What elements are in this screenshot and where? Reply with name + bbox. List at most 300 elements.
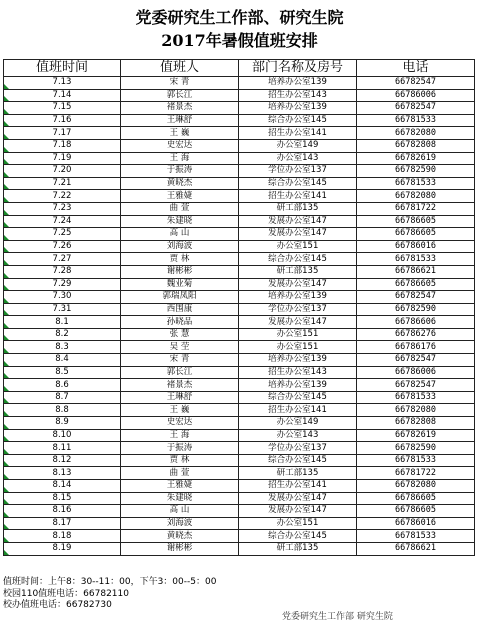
- cell-phone-text: 66782619: [395, 152, 436, 163]
- cell-department-room: [239, 265, 357, 278]
- cell-phone: [357, 316, 475, 329]
- cell-phone-text: 66782547: [395, 379, 436, 390]
- cell-duty-person: [121, 177, 239, 190]
- cell-duty-date-text: 8.4: [55, 354, 69, 365]
- cell-duty-person: [121, 102, 239, 115]
- cell-duty-date-text: 8.7: [55, 392, 69, 403]
- cell-duty-date: [4, 190, 121, 203]
- cell-phone-text: 66786006: [395, 89, 436, 100]
- cell-phone: [357, 480, 475, 493]
- cell-department-room: [239, 379, 357, 392]
- cell-phone-text: 66782080: [395, 404, 436, 415]
- row-marker-triangle-icon: [4, 222, 9, 227]
- cell-department-room: [239, 354, 357, 367]
- cell-duty-date-text: 8.8: [55, 404, 69, 415]
- cell-duty-date-text: 7.22: [52, 190, 72, 201]
- cell-phone: [357, 303, 475, 316]
- cell-department-room-text: 办公室151: [276, 241, 319, 252]
- cell-duty-date-text: 7.30: [52, 291, 72, 302]
- row-marker-triangle-icon: [4, 310, 9, 315]
- cell-duty-date-text: 7.24: [52, 215, 72, 226]
- cell-duty-person-text: 王琳舒: [166, 115, 193, 126]
- cell-phone: [357, 240, 475, 253]
- cell-department-room: [239, 240, 357, 253]
- row-marker-triangle-icon: [4, 147, 9, 152]
- cell-phone: [357, 467, 475, 480]
- cell-duty-person: [121, 139, 239, 152]
- row-marker-triangle-icon: [4, 210, 9, 215]
- cell-department-room-text: 办公室151: [276, 341, 319, 352]
- row-marker-triangle-icon: [4, 449, 9, 454]
- row-marker-triangle-icon: [4, 235, 9, 240]
- table-row: [4, 228, 475, 241]
- row-marker-triangle-icon: [4, 348, 9, 353]
- table-row: [4, 278, 475, 291]
- cell-phone: [357, 341, 475, 354]
- cell-duty-person: [121, 480, 239, 493]
- cell-duty-person: [121, 454, 239, 467]
- table-row: [4, 442, 475, 455]
- cell-duty-date: [4, 429, 121, 442]
- cell-duty-date: [4, 417, 121, 430]
- cell-phone-text: 66782590: [395, 442, 436, 453]
- cell-department-room: [239, 127, 357, 140]
- cell-duty-person: [121, 215, 239, 228]
- cell-department-room: [239, 530, 357, 543]
- cell-phone: [357, 417, 475, 430]
- cell-duty-person-text: 高 山: [169, 505, 190, 516]
- cell-duty-date: [4, 165, 121, 178]
- cell-duty-date-text: 7.13: [52, 77, 72, 88]
- cell-duty-date: [4, 152, 121, 165]
- notes-block: [3, 577, 216, 612]
- cell-duty-person: [121, 291, 239, 304]
- table-row: [4, 480, 475, 493]
- table-row: [4, 492, 475, 505]
- cell-duty-date: [4, 127, 121, 140]
- cell-phone-text: 66786621: [395, 543, 436, 554]
- cell-department-room: [239, 139, 357, 152]
- cell-phone: [357, 278, 475, 291]
- row-marker-triangle-icon: [4, 424, 9, 429]
- cell-duty-date-text: 7.26: [52, 241, 72, 252]
- cell-department-room: [239, 316, 357, 329]
- cell-duty-person-text: 宋 青: [169, 77, 190, 88]
- cell-duty-person: [121, 303, 239, 316]
- table-row: [4, 316, 475, 329]
- cell-department-room-text: 办公室149: [276, 417, 319, 428]
- cell-phone-text: 66786605: [395, 278, 436, 289]
- table-row: [4, 542, 475, 555]
- cell-department-room: [239, 278, 357, 291]
- row-marker-triangle-icon: [4, 550, 9, 555]
- cell-department-room: [239, 177, 357, 190]
- table-row: [4, 291, 475, 304]
- cell-department-room-text: 综合办公室145: [268, 530, 327, 541]
- cell-duty-person: [121, 417, 239, 430]
- cell-department-room: [239, 89, 357, 102]
- cell-phone-text: 66781722: [395, 467, 436, 478]
- cell-duty-date: [4, 253, 121, 266]
- cell-duty-date: [4, 404, 121, 417]
- header-duty-person: 值班人: [121, 60, 239, 77]
- cell-phone: [357, 442, 475, 455]
- cell-duty-person-text: 孙晓品: [166, 316, 193, 327]
- duty-schedule-table: [3, 59, 475, 556]
- note-duty-hours: 值班时间：上午8：30--11：00，下午3：00--5：00: [3, 577, 217, 587]
- row-marker-triangle-icon: [4, 134, 9, 139]
- cell-department-room-text: 培养办公室139: [268, 77, 327, 88]
- cell-phone: [357, 89, 475, 102]
- cell-phone-text: 66782547: [395, 77, 436, 88]
- cell-department-room: [239, 429, 357, 442]
- table-row: [4, 391, 475, 404]
- row-marker-triangle-icon: [4, 512, 9, 517]
- cell-duty-person: [121, 467, 239, 480]
- cell-department-room: [239, 404, 357, 417]
- cell-department-room: [239, 492, 357, 505]
- row-marker-triangle-icon: [4, 298, 9, 303]
- cell-department-room: [239, 253, 357, 266]
- cell-duty-person-text: 史宏达: [166, 140, 193, 151]
- row-marker-triangle-icon: [4, 487, 9, 492]
- cell-duty-person-text: 贾 林: [169, 253, 190, 264]
- cell-duty-date-text: 7.27: [52, 253, 72, 264]
- cell-department-room: [239, 228, 357, 241]
- cell-duty-date: [4, 517, 121, 530]
- cell-duty-person-text: 褚景杰: [166, 379, 193, 390]
- cell-duty-person-text: 谢彬彬: [166, 266, 193, 277]
- table-row: [4, 454, 475, 467]
- cell-phone-text: 66782808: [395, 417, 436, 428]
- cell-phone: [357, 127, 475, 140]
- cell-duty-date: [4, 77, 121, 90]
- table-row: [4, 177, 475, 190]
- cell-duty-person-text: 曲 萱: [169, 467, 190, 478]
- cell-duty-date: [4, 391, 121, 404]
- cell-duty-person-text: 郭长江: [166, 366, 193, 377]
- cell-duty-date: [4, 278, 121, 291]
- cell-duty-person: [121, 77, 239, 90]
- cell-department-room-text: 培养办公室139: [268, 291, 327, 302]
- cell-duty-date-text: 7.16: [52, 115, 72, 126]
- cell-department-room-text: 综合办公室145: [268, 455, 327, 466]
- cell-duty-person: [121, 391, 239, 404]
- cell-duty-person-text: 于振涛: [166, 165, 193, 176]
- cell-phone: [357, 165, 475, 178]
- cell-duty-person: [121, 165, 239, 178]
- cell-phone: [357, 265, 475, 278]
- cell-department-room-text: 发展办公室147: [268, 228, 327, 239]
- cell-phone-text: 66781722: [395, 203, 436, 214]
- row-marker-triangle-icon: [4, 474, 9, 479]
- cell-phone-text: 66786605: [395, 505, 436, 516]
- table-row: [4, 152, 475, 165]
- cell-department-room-text: 综合办公室145: [268, 392, 327, 403]
- row-marker-triangle-icon: [4, 323, 9, 328]
- cell-department-room-text: 研工部135: [276, 467, 319, 478]
- cell-phone-text: 66781533: [395, 178, 436, 189]
- cell-department-room: [239, 215, 357, 228]
- cell-duty-person-text: 张 慧: [169, 329, 190, 340]
- cell-duty-person-text: 王 巍: [169, 404, 190, 415]
- cell-duty-date: [4, 303, 121, 316]
- cell-department-room-text: 研工部135: [276, 266, 319, 277]
- cell-duty-date: [4, 177, 121, 190]
- row-marker-triangle-icon: [4, 285, 9, 290]
- cell-department-room: [239, 165, 357, 178]
- cell-duty-person: [121, 530, 239, 543]
- table-row: [4, 165, 475, 178]
- cell-duty-date: [4, 341, 121, 354]
- cell-department-room-text: 学位办公室137: [268, 442, 327, 453]
- cell-duty-date: [4, 480, 121, 493]
- cell-phone: [357, 379, 475, 392]
- cell-duty-date-text: 8.16: [52, 505, 72, 516]
- row-marker-triangle-icon: [4, 273, 9, 278]
- cell-department-room: [239, 102, 357, 115]
- row-marker-triangle-icon: [4, 172, 9, 177]
- cell-phone: [357, 77, 475, 90]
- cell-department-room: [239, 417, 357, 430]
- cell-duty-date: [4, 102, 121, 115]
- cell-duty-person: [121, 89, 239, 102]
- table-row: [4, 265, 475, 278]
- cell-duty-person-text: 魏业菊: [166, 278, 193, 289]
- row-marker-triangle-icon: [4, 260, 9, 265]
- cell-department-room: [239, 480, 357, 493]
- cell-duty-person: [121, 505, 239, 518]
- row-marker-triangle-icon: [4, 84, 9, 89]
- cell-duty-date-text: 8.6: [55, 379, 69, 390]
- cell-duty-person-text: 吴 茔: [169, 341, 190, 352]
- cell-department-room-text: 发展办公室147: [268, 215, 327, 226]
- table-row: [4, 530, 475, 543]
- cell-duty-date: [4, 467, 121, 480]
- cell-duty-person: [121, 492, 239, 505]
- table-row: [4, 328, 475, 341]
- cell-phone: [357, 517, 475, 530]
- cell-duty-date-text: 8.11: [52, 442, 72, 453]
- cell-duty-date: [4, 316, 121, 329]
- cell-department-room-text: 招生办公室141: [268, 404, 327, 415]
- cell-department-room-text: 发展办公室147: [268, 492, 327, 503]
- cell-duty-date-text: 8.12: [52, 455, 72, 466]
- note-campus-110-phone: 校园110值班电话：66782110: [3, 588, 129, 599]
- cell-duty-date: [4, 202, 121, 215]
- cell-duty-date-text: 8.5: [55, 366, 69, 377]
- cell-duty-date-text: 8.3: [55, 341, 69, 352]
- cell-department-room-text: 研工部135: [276, 543, 319, 554]
- cell-department-room-text: 综合办公室145: [268, 178, 327, 189]
- cell-phone-text: 66781533: [395, 253, 436, 264]
- cell-department-room: [239, 505, 357, 518]
- cell-phone-text: 66782547: [395, 354, 436, 365]
- table-row: [4, 467, 475, 480]
- cell-duty-date: [4, 492, 121, 505]
- cell-department-room-text: 发展办公室147: [268, 278, 327, 289]
- cell-duty-date-text: 8.19: [52, 543, 72, 554]
- table-row: [4, 417, 475, 430]
- row-marker-triangle-icon: [4, 537, 9, 542]
- table-row: [4, 215, 475, 228]
- cell-phone-text: 66786621: [395, 266, 436, 277]
- cell-duty-date: [4, 228, 121, 241]
- cell-duty-person: [121, 442, 239, 455]
- cell-duty-date-text: 8.13: [52, 467, 72, 478]
- cell-phone-text: 66786605: [395, 492, 436, 503]
- cell-phone: [357, 404, 475, 417]
- cell-duty-person: [121, 354, 239, 367]
- table-row: [4, 303, 475, 316]
- cell-duty-person-text: 刘海波: [166, 518, 193, 529]
- cell-duty-person-text: 黄晓杰: [166, 178, 193, 189]
- cell-duty-person-text: 高 山: [169, 228, 190, 239]
- cell-department-room-text: 办公室151: [276, 518, 319, 529]
- cell-duty-person-text: 黄晓杰: [166, 530, 193, 541]
- cell-phone-text: 66786276: [395, 329, 436, 340]
- cell-phone-text: 66782590: [395, 303, 436, 314]
- table-row: [4, 89, 475, 102]
- cell-phone-text: 66786605: [395, 215, 436, 226]
- table-header-row: [4, 60, 475, 77]
- cell-phone-text: 66781533: [395, 455, 436, 466]
- cell-department-room-text: 综合办公室145: [268, 115, 327, 126]
- cell-duty-person-text: 王雅婕: [166, 480, 193, 491]
- table-row: [4, 102, 475, 115]
- cell-phone-text: 66782619: [395, 429, 436, 440]
- cell-duty-date: [4, 215, 121, 228]
- cell-department-room: [239, 77, 357, 90]
- row-marker-triangle-icon: [4, 96, 9, 101]
- cell-duty-person-text: 王琳舒: [166, 392, 193, 403]
- cell-duty-date-text: 7.21: [52, 178, 72, 189]
- cell-duty-person-text: 褚景杰: [166, 102, 193, 113]
- cell-duty-person-text: 王 海: [169, 429, 190, 440]
- note-office-phone: 校办值班电话：66782730: [3, 600, 112, 610]
- cell-phone: [357, 291, 475, 304]
- cell-duty-date: [4, 354, 121, 367]
- row-marker-triangle-icon: [4, 335, 9, 340]
- cell-duty-date-text: 8.2: [55, 329, 69, 340]
- cell-duty-date-text: 8.18: [52, 530, 72, 541]
- cell-duty-date-text: 7.18: [52, 140, 72, 151]
- cell-phone-text: 66781533: [395, 530, 436, 541]
- cell-duty-person-text: 郭长江: [166, 89, 193, 100]
- cell-phone-text: 66781533: [395, 392, 436, 403]
- cell-department-room-text: 培养办公室139: [268, 102, 327, 113]
- cell-department-room-text: 培养办公室139: [268, 379, 327, 390]
- row-marker-triangle-icon: [4, 159, 9, 164]
- cell-department-room: [239, 341, 357, 354]
- table-row: [4, 190, 475, 203]
- cell-duty-person: [121, 429, 239, 442]
- row-marker-triangle-icon: [4, 398, 9, 403]
- table-row: [4, 139, 475, 152]
- header-department-room: 部门名称及房号: [239, 60, 357, 77]
- cell-duty-person-text: 朱建晓: [166, 215, 193, 226]
- cell-duty-date-text: 7.17: [52, 127, 72, 138]
- cell-phone: [357, 114, 475, 127]
- cell-duty-date: [4, 379, 121, 392]
- cell-duty-person: [121, 366, 239, 379]
- cell-duty-person-text: 史宏达: [166, 417, 193, 428]
- cell-duty-date-text: 7.15: [52, 102, 72, 113]
- row-marker-triangle-icon: [4, 524, 9, 529]
- cell-duty-date-text: 7.28: [52, 266, 72, 277]
- cell-duty-person: [121, 542, 239, 555]
- cell-duty-person: [121, 240, 239, 253]
- cell-department-room: [239, 202, 357, 215]
- header-phone: 电话: [357, 60, 475, 77]
- cell-duty-date-text: 7.23: [52, 203, 72, 214]
- cell-department-room: [239, 517, 357, 530]
- cell-duty-date: [4, 240, 121, 253]
- cell-phone: [357, 391, 475, 404]
- cell-duty-person: [121, 328, 239, 341]
- cell-phone-text: 66781533: [395, 115, 436, 126]
- cell-duty-date-text: 7.25: [52, 228, 72, 239]
- cell-duty-date-text: 8.10: [52, 429, 72, 440]
- cell-department-room: [239, 303, 357, 316]
- cell-department-room-text: 办公室143: [276, 152, 319, 163]
- cell-department-room-text: 培养办公室139: [268, 354, 327, 365]
- row-marker-triangle-icon: [4, 461, 9, 466]
- row-marker-triangle-icon: [4, 247, 9, 252]
- cell-department-room: [239, 190, 357, 203]
- cell-duty-person: [121, 253, 239, 266]
- cell-duty-date-text: 8.9: [55, 417, 69, 428]
- cell-department-room-text: 办公室151: [276, 329, 319, 340]
- row-marker-triangle-icon: [4, 436, 9, 441]
- cell-duty-date: [4, 291, 121, 304]
- cell-duty-person: [121, 316, 239, 329]
- row-marker-triangle-icon: [4, 184, 9, 189]
- cell-duty-person: [121, 190, 239, 203]
- cell-department-room: [239, 391, 357, 404]
- row-marker-triangle-icon: [4, 411, 9, 416]
- cell-duty-person: [121, 517, 239, 530]
- cell-duty-date: [4, 542, 121, 555]
- cell-duty-date-text: 7.19: [52, 152, 72, 163]
- table-row: [4, 127, 475, 140]
- cell-department-room-text: 招生办公室143: [268, 89, 327, 100]
- cell-phone: [357, 354, 475, 367]
- table-row: [4, 379, 475, 392]
- cell-duty-person-text: 宋 青: [169, 354, 190, 365]
- row-marker-triangle-icon: [4, 197, 9, 202]
- cell-department-room-text: 办公室143: [276, 429, 319, 440]
- cell-department-room: [239, 152, 357, 165]
- cell-phone-text: 66786016: [395, 518, 436, 529]
- cell-department-room-text: 学位办公室137: [268, 165, 327, 176]
- cell-phone-text: 66782080: [395, 127, 436, 138]
- table-row: [4, 253, 475, 266]
- row-marker-triangle-icon: [4, 121, 9, 126]
- cell-duty-person: [121, 379, 239, 392]
- cell-phone: [357, 152, 475, 165]
- cell-duty-person-text: 王雅婕: [166, 190, 193, 201]
- cell-phone: [357, 542, 475, 555]
- cell-department-room-text: 招生办公室141: [268, 127, 327, 138]
- cell-phone: [357, 530, 475, 543]
- cell-duty-person: [121, 114, 239, 127]
- cell-phone-text: 66782080: [395, 190, 436, 201]
- cell-duty-date: [4, 265, 121, 278]
- cell-department-room-text: 招生办公室141: [268, 480, 327, 491]
- cell-department-room: [239, 467, 357, 480]
- cell-duty-person-text: 曲 萱: [169, 203, 190, 214]
